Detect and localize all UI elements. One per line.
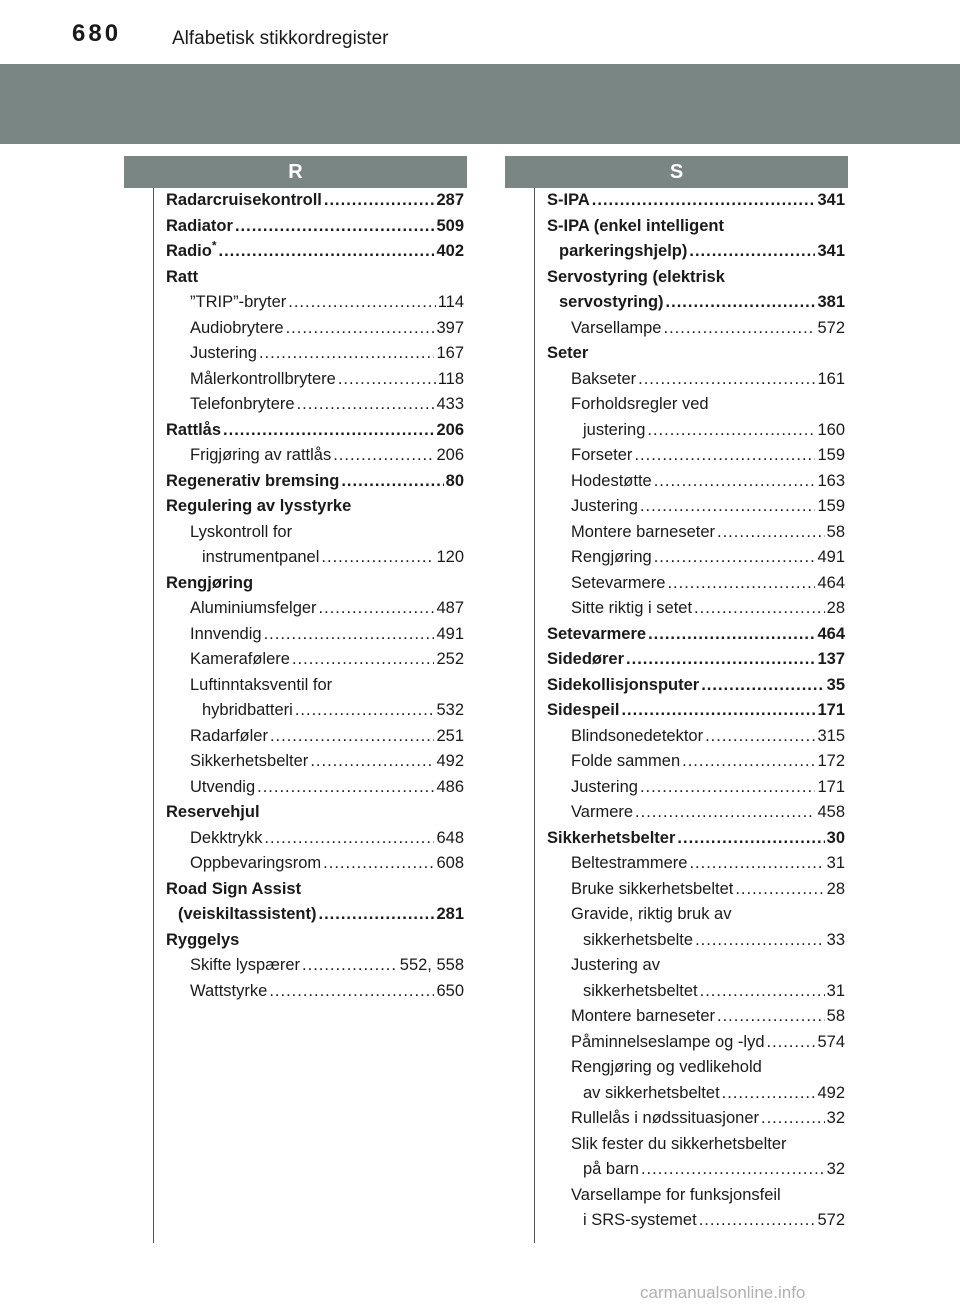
- leader-dots: [695, 928, 825, 954]
- entry-term: Lyskontroll for: [190, 522, 293, 541]
- index-entry: [166, 520, 464, 546]
- leader-dots: [269, 979, 434, 1005]
- entry-term: ”TRIP”-bryter: [190, 293, 287, 311]
- index-entry: [547, 902, 845, 928]
- entry-term: Luftinntaksventil for: [190, 675, 333, 694]
- entry-page: 160: [817, 420, 845, 439]
- index-entry: [166, 545, 464, 571]
- leader-dots: [694, 596, 825, 622]
- entry-term: Wattstyrke: [190, 981, 268, 1000]
- leader-dots: [635, 800, 815, 826]
- leader-dots: [295, 698, 435, 724]
- leader-dots: [682, 749, 815, 775]
- chapter-title: Alfabetisk stikkordregister: [172, 28, 389, 49]
- leader-dots: [648, 622, 815, 648]
- index-entry: [166, 494, 464, 520]
- index-entry: [166, 851, 464, 877]
- entry-term: Varsellampe: [571, 318, 662, 337]
- entry-term: Varsellampe for funksjonsfeil: [571, 1185, 781, 1204]
- entry-page: 648: [436, 828, 464, 847]
- index-entry: [166, 647, 464, 673]
- entry-page: 172: [817, 752, 845, 770]
- entry-term: Rullelås i nødssituasjoner: [571, 1109, 760, 1127]
- entry-term: instrumentpanel: [202, 548, 320, 566]
- entry-page: 58: [826, 1007, 845, 1025]
- entry-term: S-IPA: [547, 191, 590, 209]
- index-entry: [547, 1132, 845, 1158]
- leader-dots: [338, 367, 436, 393]
- index-entry: [547, 520, 845, 546]
- leader-dots: [235, 214, 435, 240]
- leader-dots: [319, 596, 435, 622]
- index-entry: [547, 622, 845, 648]
- entry-term: Sikkerhetsbelter: [190, 752, 309, 770]
- entry-term: Sikkerhetsbelter: [547, 828, 676, 847]
- leader-dots: [654, 469, 816, 495]
- entry-page: 381: [817, 293, 845, 311]
- entry-term: Justering: [571, 777, 638, 796]
- index-entry: [547, 1208, 845, 1234]
- entry-term: Gravide, riktig bruk av: [571, 905, 732, 923]
- entry-page: 171: [817, 701, 845, 719]
- entry-term: Audiobrytere: [190, 318, 284, 337]
- index-entry: [547, 877, 845, 903]
- index-entry: [547, 316, 845, 342]
- entry-term: Sitte riktig i setet: [571, 599, 693, 617]
- leader-dots: [288, 290, 435, 316]
- index-entry: [547, 290, 845, 316]
- index-entry: [166, 749, 464, 775]
- leader-dots: [292, 647, 435, 673]
- leader-dots: [717, 1004, 825, 1030]
- index-entry: [547, 928, 845, 954]
- entry-page: 33: [826, 930, 845, 949]
- entry-term: S-IPA (enkel intelligent: [547, 216, 724, 235]
- leader-dots: [592, 188, 816, 214]
- entry-term: justering: [583, 420, 646, 439]
- leader-dots: [270, 724, 435, 750]
- column-divider-s: [534, 188, 535, 1243]
- leader-dots: [722, 1081, 816, 1107]
- index-entry: [166, 367, 464, 393]
- entry-term: Målerkontrollbrytere: [190, 369, 336, 388]
- entry-page: 281: [436, 905, 464, 923]
- index-entry: [547, 1081, 845, 1107]
- leader-dots: [323, 851, 434, 877]
- leader-dots: [667, 571, 815, 597]
- entry-term: Justering: [190, 344, 257, 362]
- entry-term: Bruke sikkerhetsbeltet: [571, 879, 734, 898]
- entry-page: 509: [436, 216, 464, 235]
- leader-dots: [219, 239, 435, 265]
- entry-term: Montere barneseter: [571, 1007, 715, 1025]
- leader-dots: [634, 443, 815, 469]
- index-entry: [166, 316, 464, 342]
- entry-term: Servostyring (elektrisk: [547, 267, 725, 286]
- entry-page: 167: [436, 344, 464, 362]
- entry-page: 572: [817, 1211, 845, 1229]
- index-entry: [166, 622, 464, 648]
- leader-dots: [341, 469, 443, 495]
- index-entry: [547, 443, 845, 469]
- entry-page: 397: [436, 318, 464, 337]
- index-entry: [166, 265, 464, 291]
- entry-term: Aluminiumsfelger: [190, 599, 317, 617]
- index-entry: [547, 341, 845, 367]
- entry-page: 58: [826, 522, 845, 541]
- leader-dots: [689, 239, 815, 265]
- index-entry: [547, 647, 845, 673]
- leader-dots: [321, 545, 434, 571]
- index-entry: [166, 188, 464, 214]
- entry-page: 159: [817, 497, 845, 515]
- leader-dots: [640, 494, 816, 520]
- index-entry: [547, 826, 845, 852]
- index-entry: [166, 469, 464, 495]
- index-entry: [547, 1055, 845, 1081]
- leader-dots: [318, 902, 434, 928]
- index-entry: [547, 596, 845, 622]
- index-entry: [547, 494, 845, 520]
- entry-page: 486: [436, 777, 464, 796]
- entry-page: 252: [436, 650, 464, 668]
- entry-term: parkeringshjelp): [559, 242, 688, 260]
- leader-dots: [638, 367, 815, 393]
- index-entry: [547, 724, 845, 750]
- entry-term: på barn: [583, 1160, 639, 1178]
- index-entry: [166, 928, 464, 954]
- entry-page: 163: [817, 471, 845, 490]
- entry-term: Oppbevaringsrom: [190, 854, 322, 872]
- entry-term: Setevarmere: [547, 624, 647, 643]
- entry-term: Utvendig: [190, 777, 256, 796]
- entry-page: 80: [445, 471, 464, 490]
- header-band: [0, 64, 960, 144]
- entry-page: 114: [437, 293, 464, 311]
- entry-term: Justering: [571, 497, 638, 515]
- entry-page: 608: [436, 854, 464, 872]
- entry-page: 487: [436, 599, 464, 617]
- index-entry: [166, 698, 464, 724]
- entry-page: 287: [436, 191, 464, 209]
- leader-dots: [223, 418, 434, 444]
- leader-dots: [677, 826, 824, 852]
- entry-term: Road Sign Assist: [166, 879, 302, 898]
- index-entry: [547, 851, 845, 877]
- entry-page: 341: [817, 191, 845, 209]
- entry-term: Slik fester du sikkerhetsbelter: [571, 1134, 787, 1153]
- entry-page: 492: [817, 1083, 845, 1102]
- leader-dots: [717, 520, 825, 546]
- entry-page: 251: [436, 726, 464, 745]
- entry-term: Radarcruisekontroll: [166, 191, 322, 209]
- index-entry: [547, 1157, 845, 1183]
- index-entry: [166, 214, 464, 240]
- leader-dots: [767, 1030, 816, 1056]
- index-entry: [166, 673, 464, 699]
- index-entry: [166, 443, 464, 469]
- entry-page: 492: [436, 752, 464, 770]
- index-entry: [547, 469, 845, 495]
- index-entry: [547, 571, 845, 597]
- index-entry: [547, 673, 845, 699]
- index-entry: [166, 953, 464, 979]
- entry-term: Bakseter: [571, 369, 637, 388]
- entry-page: 161: [817, 369, 845, 388]
- leader-dots: [666, 290, 816, 316]
- entry-term: Sidekollisjonsputer: [547, 675, 700, 694]
- index-entry: [547, 392, 845, 418]
- entry-page: 552, 558: [399, 956, 464, 974]
- entry-page: 28: [826, 599, 845, 617]
- entry-term: Telefonbrytere: [190, 395, 295, 413]
- entry-term: Montere barneseter: [571, 522, 715, 541]
- leader-dots: [689, 851, 824, 877]
- entry-term: Frigjøring av rattlås: [190, 446, 332, 464]
- entry-term: Innvendig: [190, 624, 262, 643]
- leader-dots: [310, 749, 434, 775]
- index-column-s: [547, 188, 845, 1234]
- entry-page: 464: [817, 573, 845, 592]
- entry-page: 464: [817, 624, 845, 643]
- entry-term: Varmere: [571, 803, 634, 821]
- leader-dots: [302, 953, 398, 979]
- entry-term: Folde sammen: [571, 752, 681, 770]
- index-column-r: [166, 188, 464, 1004]
- entry-page: 31: [826, 981, 845, 1000]
- entry-term: hybridbatteri: [202, 701, 293, 719]
- leader-dots: [333, 443, 434, 469]
- index-entry: [166, 877, 464, 903]
- entry-term: Kamerafølere: [190, 650, 290, 668]
- entry-page: 137: [817, 650, 845, 668]
- index-entry: [547, 800, 845, 826]
- entry-page: 315: [817, 726, 845, 745]
- entry-term: av sikkerhetsbeltet: [583, 1083, 720, 1102]
- index-entry: [547, 953, 845, 979]
- leader-dots: [699, 1208, 816, 1234]
- index-entry: [166, 239, 464, 265]
- leader-dots: [647, 418, 815, 444]
- page-header: [0, 0, 960, 64]
- leader-dots: [654, 545, 816, 571]
- entry-page: 28: [826, 879, 845, 898]
- leader-dots: [701, 673, 824, 699]
- index-entry: [547, 749, 845, 775]
- entry-page: 402: [436, 242, 464, 260]
- entry-term: Regulering av lysstyrke: [166, 497, 352, 515]
- entry-page: 35: [826, 675, 845, 694]
- entry-page: 574: [817, 1032, 845, 1051]
- entry-term: Hodestøtte: [571, 471, 652, 490]
- entry-term: Forholdsregler ved: [571, 395, 709, 413]
- leader-dots: [641, 1157, 825, 1183]
- column-divider-r: [153, 188, 154, 1243]
- section-header-r: R: [124, 156, 467, 188]
- watermark: carmanualsonline.info: [640, 1283, 806, 1302]
- entry-term: Forseter: [571, 446, 633, 464]
- entry-term: Ryggelys: [166, 930, 240, 949]
- index-entry: [166, 800, 464, 826]
- entry-page: 206: [436, 420, 464, 439]
- index-entry: [547, 1106, 845, 1132]
- index-entry: [547, 188, 845, 214]
- entry-page: 32: [826, 1109, 845, 1127]
- entry-page: 433: [436, 395, 464, 413]
- entry-term: Dekktrykk: [190, 828, 263, 847]
- entry-page: 341: [817, 242, 845, 260]
- leader-dots: [286, 316, 435, 342]
- index-entry: [166, 826, 464, 852]
- entry-page: 118: [437, 369, 464, 388]
- index-entry: [166, 392, 464, 418]
- leader-dots: [257, 775, 434, 801]
- entry-term: Reservehjul: [166, 803, 260, 821]
- index-entry: [166, 418, 464, 444]
- index-entry: [547, 1183, 845, 1209]
- leader-dots: [663, 316, 815, 342]
- leader-dots: [264, 826, 434, 852]
- index-entry: [547, 418, 845, 444]
- index-entry: [547, 979, 845, 1005]
- entry-page: 31: [826, 854, 845, 872]
- index-entry: [547, 214, 845, 240]
- index-entry: [166, 596, 464, 622]
- index-entry: [166, 902, 464, 928]
- entry-term: Påminnelseslampe og -lyd: [571, 1032, 765, 1051]
- index-entry: [166, 290, 464, 316]
- index-entry: [166, 571, 464, 597]
- entry-term: Rengjøring: [166, 573, 254, 592]
- index-entry: [547, 367, 845, 393]
- entry-term: Seter: [547, 344, 589, 362]
- leader-dots: [297, 392, 435, 418]
- page-number: 680: [72, 20, 122, 47]
- entry-term: i SRS-systemet: [583, 1211, 697, 1229]
- leader-dots: [640, 775, 816, 801]
- leader-dots: [761, 1106, 825, 1132]
- leader-dots: [259, 341, 435, 367]
- index-entry: [547, 265, 845, 291]
- entry-term: Setevarmere: [571, 573, 666, 592]
- entry-page: 572: [817, 318, 845, 337]
- entry-page: 491: [436, 624, 464, 643]
- entry-term: Blindsonedetektor: [571, 726, 704, 745]
- entry-term: Skifte lyspærer: [190, 956, 301, 974]
- index-entry: [166, 979, 464, 1005]
- entry-page: 171: [817, 777, 845, 796]
- entry-term: Radiator: [166, 216, 233, 235]
- section-header-s: S: [505, 156, 848, 188]
- index-entry: [547, 1004, 845, 1030]
- index-entry: [547, 775, 845, 801]
- index-entry: [547, 698, 845, 724]
- leader-dots: [626, 647, 815, 673]
- entry-term: Rengjøring: [571, 548, 652, 566]
- entry-term: Sidedører: [547, 650, 625, 668]
- entry-term: (veiskiltassistent): [178, 905, 317, 923]
- leader-dots: [621, 698, 815, 724]
- entry-term: Sidespeil: [547, 701, 620, 719]
- entry-term: sikkerhetsbeltet: [583, 981, 698, 1000]
- leader-dots: [324, 188, 435, 214]
- leader-dots: [700, 979, 825, 1005]
- entry-page: 120: [436, 548, 464, 566]
- leader-dots: [264, 622, 435, 648]
- index-entry: [547, 239, 845, 265]
- entry-page: 491: [817, 548, 845, 566]
- entry-term: Regenerativ bremsing: [166, 471, 340, 490]
- entry-term: Radarføler: [190, 726, 268, 745]
- leader-dots: [735, 877, 824, 903]
- entry-term: Justering av: [571, 956, 660, 974]
- leader-dots: [705, 724, 815, 750]
- index-entry: [166, 724, 464, 750]
- entry-term: Ratt: [166, 267, 199, 286]
- entry-term: Rengjøring og vedlikehold: [571, 1058, 762, 1076]
- index-entry: [547, 545, 845, 571]
- entry-term: sikkerhetsbelte: [583, 930, 694, 949]
- entry-term: Radio*: [166, 238, 217, 260]
- entry-term: Rattlås: [166, 420, 222, 439]
- entry-page: 159: [817, 446, 845, 464]
- index-entry: [547, 1030, 845, 1056]
- index-entry: [166, 341, 464, 367]
- entry-page: 458: [817, 803, 845, 821]
- entry-term: servostyring): [559, 293, 664, 311]
- index-entry: [166, 775, 464, 801]
- entry-term: Beltestrammere: [571, 854, 688, 872]
- entry-page: 30: [826, 828, 845, 847]
- entry-page: 32: [826, 1160, 845, 1178]
- entry-page: 206: [436, 446, 464, 464]
- entry-page: 650: [436, 981, 464, 1000]
- entry-page: 532: [436, 701, 464, 719]
